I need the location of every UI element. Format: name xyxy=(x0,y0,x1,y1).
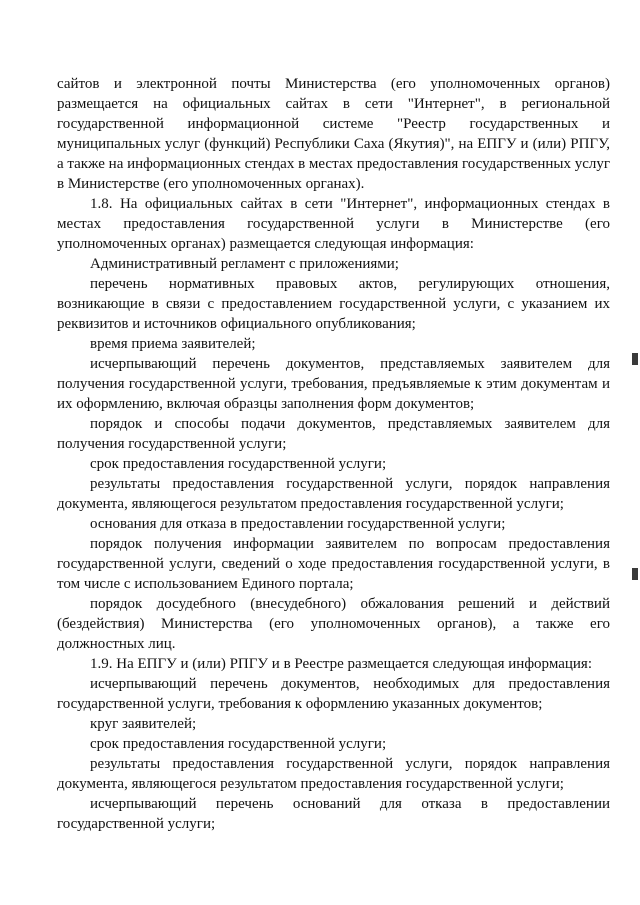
paragraph-1-8-heading: 1.8. На официальных сайтах в сети "Интернет", информационных стендах в местах предоставления государственной услуги в Министерстве (его уполномоченных органах) размещается следующая информация: xyxy=(57,196,610,252)
list-item: порядок досудебного (внесудебного) обжалования решений и действий (бездействия) Министерства (его уполномоченных органов), а также его должностных лиц. xyxy=(57,596,610,652)
paragraph-1-9-heading: 1.9. На ЕПГУ и (или) РПГУ и в Реестре размещается следующая информация: xyxy=(90,656,592,672)
list-item: исчерпывающий перечень оснований для отказа в предоставлении государственной услуги; xyxy=(57,796,610,832)
paragraph-continuation: сайтов и электронной почты Министерства (его уполномоченных органов) размещается на официальных сайтах в сети "Интернет", в региональной государственной информационной системе "Реестр государственных и муниципальных услуг (функций) Республики Саха (Якутия)", на ЕПГУ и (или) РПГУ, а также на информационных стендах в местах предоставления государственных услуг в Министерстве (его уполномоченных органах). xyxy=(57,76,611,192)
list-item: порядок получения информации заявителем по вопросам предоставления государственной услуги, сведений о ходе предоставления государственной услуги, в том числе с использованием Единого портала; xyxy=(57,536,610,592)
list-item: порядок и способы подачи документов, представляемых заявителем для получения государственной услуги; xyxy=(57,416,610,452)
list-item: Административный регламент с приложениями; xyxy=(90,256,399,272)
document-page xyxy=(57,74,610,834)
list-item: время приема заявителей; xyxy=(90,336,256,352)
list-item: исчерпывающий перечень документов, необходимых для предоставления государственной услуги, требования к оформлению указанных документов; xyxy=(57,676,610,712)
list-item: срок предоставления государственной услуги; xyxy=(90,456,387,472)
scan-edge-mark xyxy=(632,353,638,365)
list-item: круг заявителей; xyxy=(90,716,197,732)
list-item: перечень нормативных правовых актов, регулирующих отношения, возникающие в связи с предоставлением государственной услуги, с указанием их реквизитов и источников официального опубликования; xyxy=(57,276,610,332)
list-item: результаты предоставления государственной услуги, порядок направления документа, являющегося результатом предоставления государственной услуги; xyxy=(57,476,610,512)
list-item: основания для отказа в предоставлении государственной услуги; xyxy=(90,516,506,532)
list-item: срок предоставления государственной услуги; xyxy=(90,736,387,752)
scan-edge-mark xyxy=(632,568,638,580)
list-item: исчерпывающий перечень документов, представляемых заявителем для получения государственной услуги, требования, предъявляемые к этим документам и их оформлению, включая образцы заполнения форм документов; xyxy=(57,356,610,412)
list-item: результаты предоставления государственной услуги, порядок направления документа, являющегося результатом предоставления государственной услуги; xyxy=(57,756,610,792)
